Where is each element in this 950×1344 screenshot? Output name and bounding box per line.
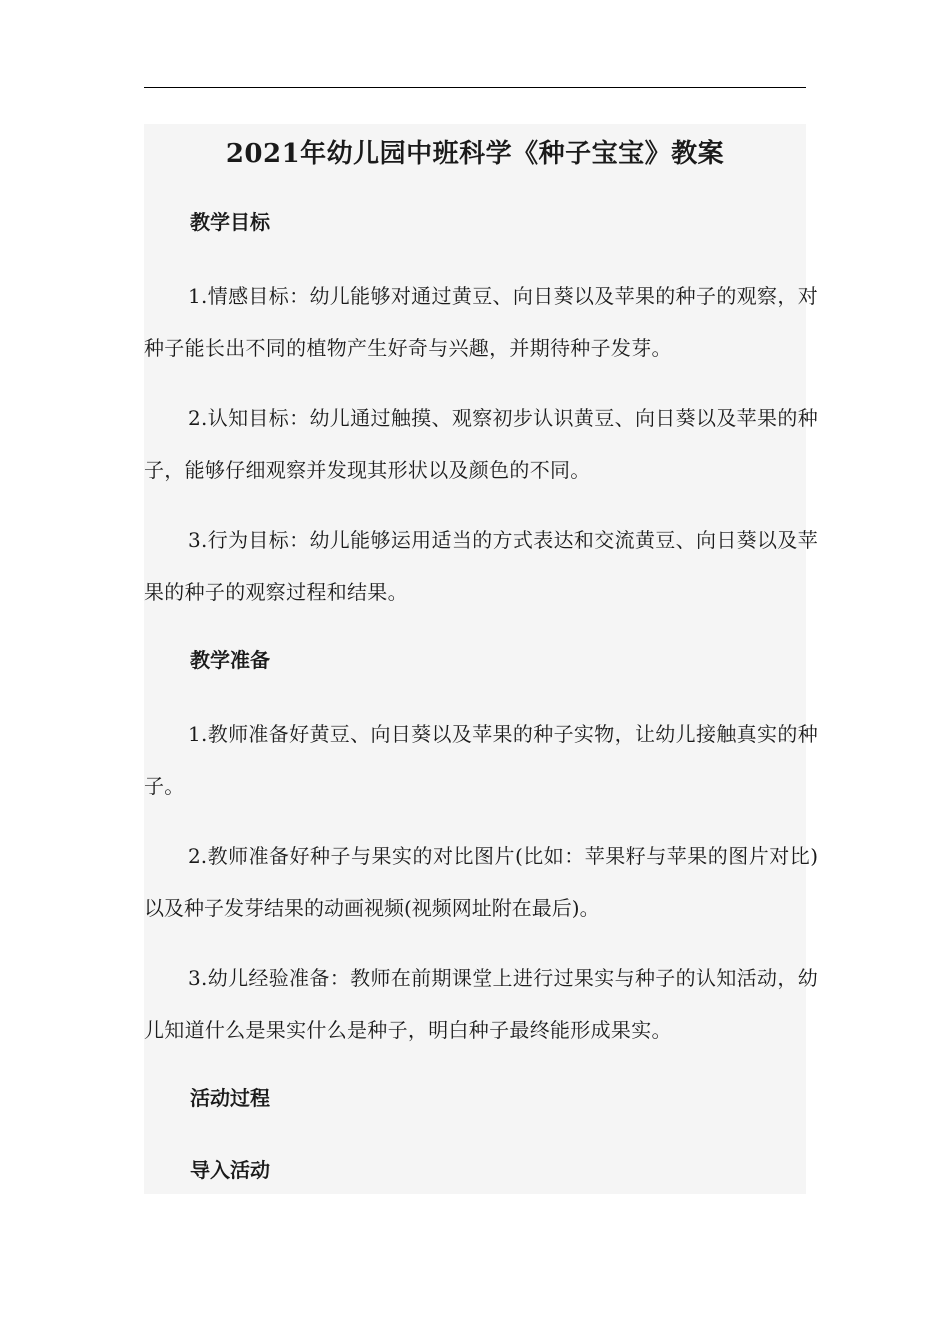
preparation-item-2: 2.教师准备好种子与果实的对比图片(比如：苹果籽与苹果的图片对比)以及种子发芽结果的动画视频(视频网址附在最后)。 <box>144 844 818 920</box>
document-title: 2021年幼儿园中班科学《种子宝宝》教案 <box>225 139 725 169</box>
subsection-heading-intro: 导入活动 <box>190 1158 270 1182</box>
document-body <box>144 124 818 1194</box>
section-heading-goals: 教学目标 <box>190 210 270 234</box>
preparation-item-1: 1.教师准备好黄豆、向日葵以及苹果的种子实物，让幼儿接触真实的种子。 <box>144 722 818 798</box>
goal-item-2: 2.认知目标：幼儿通过触摸、观察初步认识黄豆、向日葵以及苹果的种子，能够仔细观察并发现其形状以及颜色的不同。 <box>144 406 818 482</box>
section-heading-process: 活动过程 <box>190 1086 270 1110</box>
header-rule <box>144 87 806 88</box>
goal-item-3: 3.行为目标：幼儿能够运用适当的方式表达和交流黄豆、向日葵以及苹果的种子的观察过程和结果。 <box>144 528 818 604</box>
preparation-item-3: 3.幼儿经验准备：教师在前期课堂上进行过果实与种子的认知活动，幼儿知道什么是果实什么是种子，明白种子最终能形成果实。 <box>144 966 818 1042</box>
section-heading-preparation: 教学准备 <box>190 648 270 672</box>
goal-item-1: 1.情感目标：幼儿能够对通过黄豆、向日葵以及苹果的种子的观察，对种子能长出不同的植物产生好奇与兴趣，并期待种子发芽。 <box>144 284 818 360</box>
